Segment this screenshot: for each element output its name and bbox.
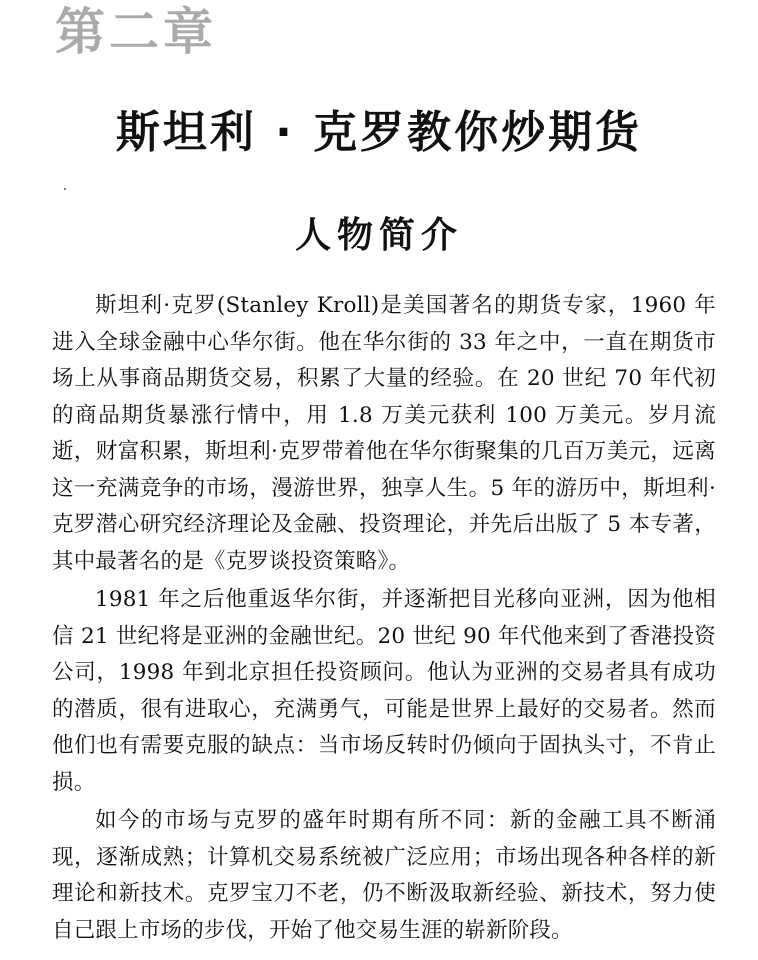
- paragraph-intro: 斯坦利·克罗(Stanley Kroll)是美国著名的期货专家，1960 年进入全球金融中心华尔街。他在华尔街的 33 年之中，一直在期货市场上从事商品期货交易，积累了大量的经验。在 20 世纪 70 年代初的商品期货暴涨行情中，用 1.8 万美元获利 100 万美元。岁月流逝，财富积累，斯坦利·克罗带着他在华尔街聚集的几百万美元，远离这一充满竞争的市场，漫游世界，独享人生。5 年的游历中，斯坦利·克罗潜心研究经济理论及金融、投资理论，并先后出版了 5 本专著，其中最著名的是《克罗谈投资策略》。: [52, 293, 716, 574]
- section-title: 人物简介: [294, 215, 463, 256]
- body-text: [52, 288, 716, 951]
- paragraph-return-to-wall-street: 1981 年之后他重返华尔街，并逐渐把目光移向亚洲，因为他相信 21 世纪将是亚洲的金融世纪。20 世纪 90 年代他来到了香港投资公司，1998 年到北京担任投资顾问。他认为亚洲的交易者具有成功的潜质，很有进取心，充满勇气，可能是世界上最好的交易者。然而他们也有需要克服的缺点：当市场反转时仍倾向于固执头寸，不肯止损。: [52, 587, 716, 795]
- scan-speck: [64, 188, 66, 190]
- paragraph-current-market: 如今的市场与克罗的盛年时期有所不同：新的金融工具不断涌现，逐渐成熟；计算机交易系统被广泛应用；市场出现各种各样的新理论和新技术。克罗宝刀不老，仍不断汲取新经验、新技术，努力使自己跟上市场的步伐，开始了他交易生涯的崭新阶段。: [52, 808, 716, 943]
- chapter-label: 第二章: [55, 3, 217, 61]
- chapter-title: 斯坦利 · 克罗教你炒期货: [115, 107, 643, 158]
